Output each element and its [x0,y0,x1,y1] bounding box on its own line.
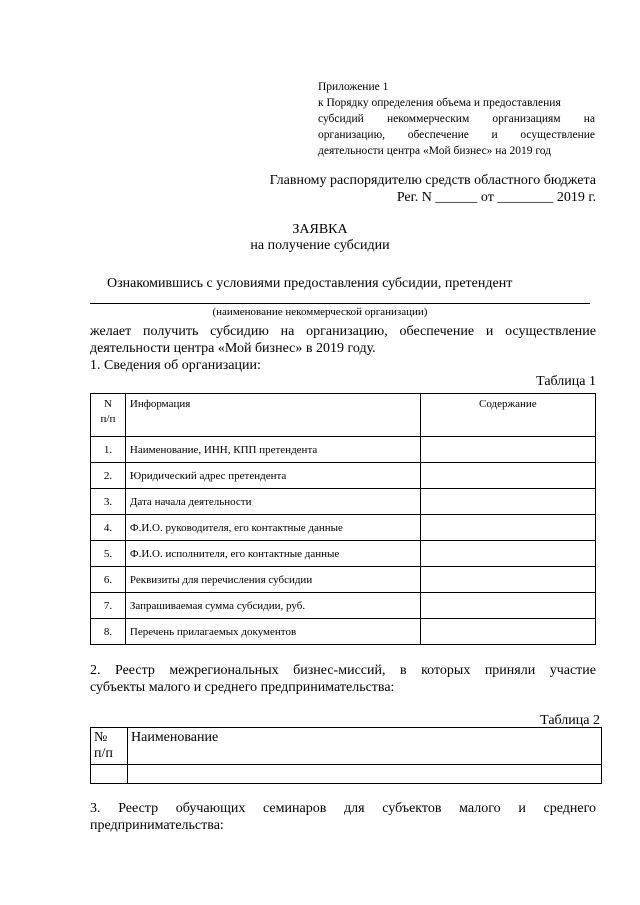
table-row [91,593,596,619]
row-info: Наименование, ИНН, КПП претендента [125,437,420,463]
table-row [91,463,596,489]
table-row [91,765,602,784]
appendix-title: Приложение 1 [318,81,389,93]
business-missions-table [90,727,602,784]
table-row [91,489,596,515]
row-number: 4. [91,515,126,541]
section3-heading-line: предпринимательства: [90,818,224,833]
section3-heading-line: 3. Реестр обучающих семинаров для субъектов малого и среднего [90,801,596,816]
row-number: 6. [91,567,126,593]
empty-cell[interactable] [91,765,128,784]
document-title: ЗАЯВКА [292,222,348,237]
table-row [91,515,596,541]
column-header-content: Содержание [420,394,595,437]
row-content-cell[interactable] [420,567,595,593]
row-info: Юридический адрес претендента [125,463,420,489]
section2-heading-line: 2. Реестр межрегиональных бизнес-миссий, в которых приняли участие [90,663,596,678]
table-row [91,437,596,463]
registration-line: Рег. N ______ от ________ 2019 г. [396,190,596,205]
column-header-info: Информация [125,394,420,437]
row-content-cell[interactable] [420,515,595,541]
row-number: 3. [91,489,126,515]
recipient-line: Главному распорядителю средств областного бюджета [269,173,596,188]
section1-heading: 1. Сведения об организации: [90,358,261,373]
intro-paragraph-line: деятельности центра «Мой бизнес» в 2019 году. [90,341,376,356]
column-header-name: Наименование [128,728,602,765]
organization-name-field-line [90,303,590,304]
row-content-cell[interactable] [420,463,595,489]
row-info: Ф.И.О. руководителя, его контактные данные [125,515,420,541]
intro-paragraph-line: желает получить субсидию на организацию, обеспечение и осуществление [90,324,596,339]
empty-cell[interactable] [128,765,602,784]
row-info: Запрашиваемая сумма субсидии, руб. [125,593,420,619]
row-number: 8. [91,619,126,645]
row-content-cell[interactable] [420,489,595,515]
document-subtitle: на получение субсидии [250,238,390,253]
organization-name-caption: (наименование некоммерческой организации) [212,306,428,318]
row-info: Реквизиты для перечисления субсидии [125,567,420,593]
table-header-row [91,728,602,765]
row-number: 2. [91,463,126,489]
column-header-number: N п/п [91,394,126,437]
organization-info-table [90,393,596,645]
row-number: 7. [91,593,126,619]
row-content-cell[interactable] [420,541,595,567]
row-content-cell[interactable] [420,619,595,645]
recipient-block [270,172,596,206]
table2-caption: Таблица 2 [540,713,600,728]
appendix-text-line: организацию, обеспечение и осуществление [318,129,595,141]
appendix-block [318,79,595,159]
row-info: Дата начала деятельности [125,489,420,515]
table-row [91,619,596,645]
intro-text: Ознакомившись с условиями предоставления субсидии, претендент [107,276,513,291]
row-content-cell[interactable] [420,437,595,463]
row-info: Перечень прилагаемых документов [125,619,420,645]
row-content-cell[interactable] [420,593,595,619]
column-header-number: № п/п [91,728,128,765]
row-info: Ф.И.О. исполнителя, его контактные данные [125,541,420,567]
appendix-text-line: деятельности центра «Мой бизнес» на 2019 год [318,145,552,157]
table-row [91,567,596,593]
appendix-text-line: субсидий некоммерческим организациям на [318,113,595,125]
table1-caption: Таблица 1 [536,374,596,389]
table-header-row [91,394,596,437]
appendix-text-line: к Порядку определения объема и предоставления [318,97,561,109]
section2-heading-line: субъекты малого и среднего предпринимательства: [90,680,395,695]
table-row [91,541,596,567]
row-number: 5. [91,541,126,567]
row-number: 1. [91,437,126,463]
